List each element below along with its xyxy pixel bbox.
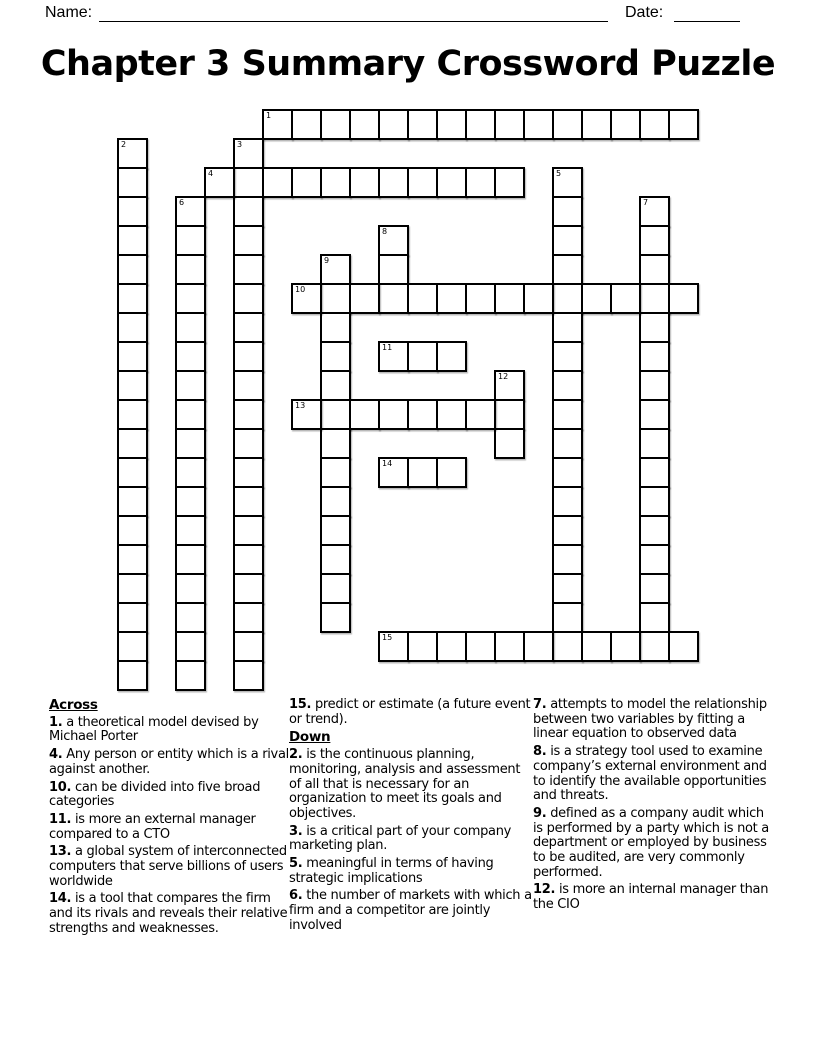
cell-number: 9 (324, 256, 330, 265)
grid-cell[interactable] (552, 341, 583, 372)
grid-cell[interactable] (436, 399, 467, 430)
grid-cell[interactable] (117, 399, 148, 430)
grid-cell[interactable] (436, 631, 467, 662)
clue-across-11: 11. is more an external manager compared to a CTO (49, 811, 256, 842)
grid-cell[interactable] (610, 283, 641, 314)
clue-down-5: 5. meaningful in terms of having strategic implications (289, 856, 494, 886)
name-label: Name: (45, 4, 93, 21)
grid-cell[interactable] (639, 544, 670, 575)
grid-cell[interactable] (639, 312, 670, 343)
clue-across-13: 13. a global system of interconnected computers that serve billions of users worldwide (49, 844, 287, 889)
grid-cell[interactable] (175, 457, 206, 488)
grid-cell[interactable] (523, 283, 554, 314)
cell-number: 4 (208, 169, 214, 178)
grid-cell[interactable] (233, 631, 264, 662)
grid-cell[interactable] (552, 225, 583, 256)
grid-cell[interactable] (668, 109, 699, 140)
grid-cell[interactable] (175, 312, 206, 343)
cell-number: 1 (266, 111, 272, 120)
grid-cell[interactable] (581, 109, 612, 140)
grid-cell[interactable] (639, 515, 670, 546)
grid-cell[interactable] (465, 167, 496, 198)
clue-column-3 (533, 698, 776, 916)
clue-across-1: 1. a theoretical model devised by Michael Porter (49, 714, 259, 745)
grid-cell[interactable] (233, 312, 264, 343)
grid-cell[interactable] (639, 254, 670, 285)
grid-cell[interactable] (465, 109, 496, 140)
grid-cell[interactable] (465, 399, 496, 430)
grid-cell[interactable] (436, 109, 467, 140)
grid-cell[interactable] (639, 370, 670, 401)
cell-number: 8 (382, 227, 388, 236)
grid-cell[interactable] (233, 254, 264, 285)
grid-cell[interactable] (552, 486, 583, 517)
grid-cell[interactable] (378, 254, 409, 285)
clue-number: 3. (289, 823, 303, 839)
date-blank-line (674, 1, 740, 22)
grid-cell[interactable] (175, 341, 206, 372)
grid-cell[interactable] (552, 196, 583, 227)
cell-number: 2 (121, 140, 127, 149)
clue-column-2 (289, 698, 532, 937)
grid-cell[interactable] (639, 225, 670, 256)
grid-cell[interactable] (552, 457, 583, 488)
grid-cell[interactable] (117, 457, 148, 488)
grid-cell[interactable] (262, 109, 293, 140)
grid-cell[interactable] (552, 631, 583, 662)
clue-number: 7. (533, 697, 547, 712)
clue-number: 15. (289, 697, 312, 712)
grid-cell[interactable] (204, 167, 235, 198)
grid-cell[interactable] (117, 370, 148, 401)
grid-cell[interactable] (291, 109, 322, 140)
page-title: Chapter 3 Summary Crossword Puzzle (40, 44, 776, 84)
grid-cell[interactable] (175, 602, 206, 633)
grid-cell[interactable] (175, 370, 206, 401)
grid-cell[interactable] (407, 631, 438, 662)
grid-cell[interactable] (233, 573, 264, 604)
grid-cell[interactable] (175, 631, 206, 662)
clue-down-6: 6. the number of markets with which a firm and a competitor are jointly involved (289, 888, 532, 933)
clue-number: 14. (49, 891, 72, 907)
grid-cell[interactable] (552, 312, 583, 343)
grid-cell[interactable] (233, 196, 264, 227)
clue-across-14: 14. is a tool that compares the firm and its rivals and reveals their relative strengths and weaknesses. (49, 891, 288, 936)
grid-cell[interactable] (320, 428, 351, 459)
grid-cell[interactable] (233, 457, 264, 488)
grid-cell[interactable] (233, 370, 264, 401)
grid-cell[interactable] (175, 486, 206, 517)
grid-cell[interactable] (233, 515, 264, 546)
grid-cell[interactable] (320, 602, 351, 633)
clue-number: 6. (289, 888, 303, 904)
clues-across-heading: Across (49, 697, 98, 713)
grid-cell[interactable] (639, 573, 670, 604)
grid-cell[interactable] (639, 109, 670, 140)
grid-cell[interactable] (552, 167, 583, 198)
grid-cell[interactable] (291, 167, 322, 198)
grid-cell[interactable] (175, 196, 206, 227)
grid-cell[interactable] (233, 138, 264, 169)
grid-cell[interactable] (494, 428, 525, 459)
clue-down-2: 2. is the continuous planning, monitoring, analysis and assessment of all that is necessary for an organization to meet its goals and objectives. (289, 747, 521, 821)
grid-cell[interactable] (349, 167, 380, 198)
grid-cell[interactable] (552, 602, 583, 633)
grid-cell[interactable] (436, 167, 467, 198)
clue-down-3: 3. is a critical part of your company marketing plan. (289, 823, 512, 854)
grid-cell[interactable] (639, 486, 670, 517)
grid-cell[interactable] (639, 341, 670, 372)
grid-cell[interactable] (552, 399, 583, 430)
grid-cell[interactable] (639, 602, 670, 633)
grid-cell[interactable] (233, 544, 264, 575)
grid-cell[interactable] (378, 631, 409, 662)
grid-cell[interactable] (494, 283, 525, 314)
clue-number: 5. (289, 856, 303, 872)
grid-cell[interactable] (349, 283, 380, 314)
grid-cell[interactable] (291, 283, 322, 314)
grid-cell[interactable] (552, 544, 583, 575)
grid-cell[interactable] (117, 602, 148, 633)
cell-number: 5 (556, 169, 562, 178)
grid-cell[interactable] (175, 515, 206, 546)
grid-cell[interactable] (494, 631, 525, 662)
grid-cell[interactable] (233, 428, 264, 459)
grid-cell[interactable] (117, 515, 148, 546)
cell-number: 6 (179, 198, 185, 207)
grid-cell[interactable] (320, 544, 351, 575)
grid-cell[interactable] (117, 631, 148, 662)
grid-cell[interactable] (117, 312, 148, 343)
grid-cell[interactable] (436, 283, 467, 314)
name-blank-line (99, 1, 608, 22)
clue-down-8: 8. is a strategy tool used to examine company’s external environment and to identify the available opportunities and threats. (533, 744, 767, 804)
clue-number: 12. (533, 882, 556, 898)
clues-down-heading: Down (289, 729, 331, 746)
grid-cell[interactable] (552, 283, 583, 314)
date-label: Date: (625, 4, 664, 21)
grid-cell[interactable] (610, 109, 641, 140)
grid-cell[interactable] (639, 428, 670, 459)
grid-cell[interactable] (117, 486, 148, 517)
grid-cell[interactable] (378, 225, 409, 256)
grid-cell[interactable] (552, 370, 583, 401)
cell-number: 3 (237, 140, 243, 149)
grid-cell[interactable] (175, 225, 206, 256)
grid-cell[interactable] (117, 138, 148, 169)
clue-down-7: 7. attempts to model the relationship between two variables by fitting a linear equation to observed data (533, 697, 767, 742)
grid-cell[interactable] (639, 196, 670, 227)
grid-cell[interactable] (291, 399, 322, 430)
cell-number: 14 (382, 459, 393, 468)
grid-cell[interactable] (320, 399, 351, 430)
grid-cell[interactable] (117, 660, 148, 691)
grid-cell[interactable] (378, 167, 409, 198)
clue-across-4: 4. Any person or entity which is a rival against another. (49, 747, 289, 777)
clue-down-9: 9. defined as a company audit which is performed by a party which is not a department or employed by business to be audited, are very commonly performed. (533, 805, 769, 880)
grid-cell[interactable] (378, 283, 409, 314)
clue-column-1 (49, 698, 292, 940)
grid-cell[interactable] (552, 109, 583, 140)
grid-cell[interactable] (117, 283, 148, 314)
clue-number: 4. (49, 747, 63, 763)
grid-cell[interactable] (320, 283, 351, 314)
grid-cell[interactable] (320, 486, 351, 517)
grid-cell[interactable] (407, 109, 438, 140)
grid-cell[interactable] (233, 399, 264, 430)
grid-cell[interactable] (117, 196, 148, 227)
cell-number: 15 (382, 633, 393, 642)
grid-cell[interactable] (233, 283, 264, 314)
grid-cell[interactable] (407, 283, 438, 314)
cell-number: 13 (295, 401, 306, 410)
grid-cell[interactable] (494, 167, 525, 198)
clue-number: 11. (49, 811, 72, 827)
grid-cell[interactable] (378, 341, 409, 372)
grid-cell[interactable] (233, 341, 264, 372)
grid-cell[interactable] (552, 428, 583, 459)
grid-cell[interactable] (175, 399, 206, 430)
grid-cell[interactable] (407, 167, 438, 198)
cell-number: 10 (295, 285, 306, 294)
grid-cell[interactable] (378, 399, 409, 430)
grid-cell[interactable] (407, 457, 438, 488)
grid-cell[interactable] (117, 225, 148, 256)
clue-number: 13. (49, 844, 72, 860)
grid-cell[interactable] (233, 225, 264, 256)
clue-number: 9. (533, 805, 547, 821)
clue-number: 2. (289, 747, 303, 763)
grid-cell[interactable] (320, 573, 351, 604)
grid-cell[interactable] (320, 109, 351, 140)
grid-cell[interactable] (175, 254, 206, 285)
grid-cell[interactable] (465, 283, 496, 314)
clue-number: 8. (533, 744, 547, 760)
grid-cell[interactable] (349, 399, 380, 430)
grid-cell[interactable] (668, 631, 699, 662)
grid-cell[interactable] (407, 341, 438, 372)
clue-down-12: 12. is more an internal manager than the CIO (533, 882, 769, 913)
grid-cell[interactable] (117, 341, 148, 372)
grid-cell[interactable] (117, 428, 148, 459)
cell-number: 12 (498, 372, 509, 381)
grid-cell[interactable] (233, 660, 264, 691)
grid-cell[interactable] (523, 109, 554, 140)
grid-cell[interactable] (175, 544, 206, 575)
grid-cell[interactable] (552, 573, 583, 604)
grid-cell[interactable] (436, 457, 467, 488)
grid-cell[interactable] (117, 573, 148, 604)
grid-cell[interactable] (320, 457, 351, 488)
grid-cell[interactable] (175, 573, 206, 604)
grid-cell[interactable] (117, 254, 148, 285)
grid-cell[interactable] (117, 544, 148, 575)
grid-cell[interactable] (320, 167, 351, 198)
grid-cell[interactable] (262, 167, 293, 198)
grid-cell[interactable] (610, 631, 641, 662)
grid-cell[interactable] (639, 631, 670, 662)
grid-cell[interactable] (349, 109, 380, 140)
grid-cell[interactable] (581, 283, 612, 314)
grid-cell[interactable] (320, 515, 351, 546)
grid-cell[interactable] (175, 660, 206, 691)
grid-cell[interactable] (233, 602, 264, 633)
grid-cell[interactable] (378, 457, 409, 488)
grid-cell[interactable] (552, 515, 583, 546)
grid-cell[interactable] (465, 631, 496, 662)
clue-across-10: 10. can be divided into five broad categories (49, 779, 261, 810)
grid-cell[interactable] (494, 370, 525, 401)
grid-cell[interactable] (320, 312, 351, 343)
grid-cell[interactable] (494, 109, 525, 140)
grid-cell[interactable] (552, 254, 583, 285)
grid-cell[interactable] (639, 399, 670, 430)
clue-number: 1. (49, 714, 63, 730)
grid-cell[interactable] (523, 631, 554, 662)
clue-across-15: 15. predict or estimate (a future event or trend). (289, 697, 531, 727)
grid-cell[interactable] (436, 341, 467, 372)
grid-cell[interactable] (320, 370, 351, 401)
grid-cell[interactable] (639, 283, 670, 314)
cell-number: 7 (643, 198, 649, 207)
grid-cell[interactable] (407, 399, 438, 430)
grid-cell[interactable] (175, 283, 206, 314)
grid-cell[interactable] (175, 428, 206, 459)
grid-cell[interactable] (494, 399, 525, 430)
grid-cell[interactable] (233, 167, 264, 198)
clue-number: 10. (49, 779, 72, 795)
grid-cell[interactable] (581, 631, 612, 662)
grid-cell[interactable] (668, 283, 699, 314)
grid-cell[interactable] (320, 254, 351, 285)
grid-cell[interactable] (233, 486, 264, 517)
cell-number: 11 (382, 343, 393, 352)
grid-cell[interactable] (117, 167, 148, 198)
grid-cell[interactable] (378, 109, 409, 140)
grid-cell[interactable] (639, 457, 670, 488)
grid-cell[interactable] (320, 341, 351, 372)
